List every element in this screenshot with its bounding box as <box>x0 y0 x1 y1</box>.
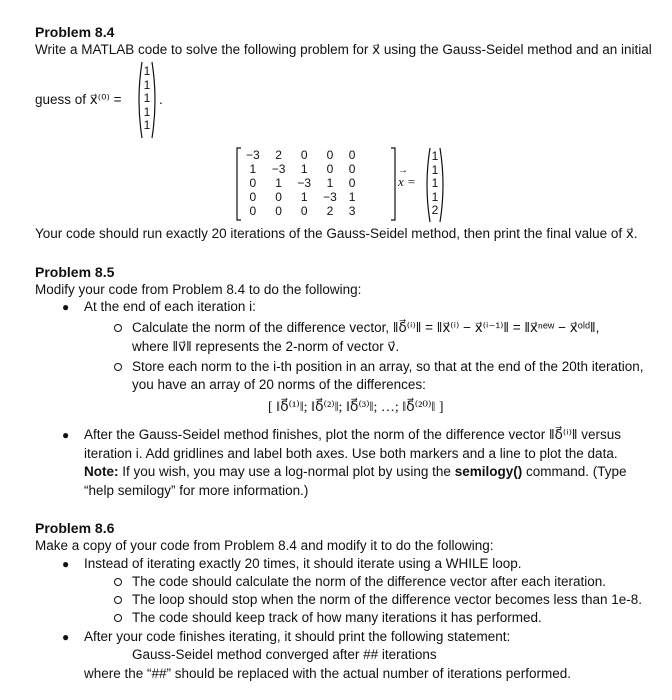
matrix-cell: 2 <box>275 148 282 162</box>
circle-bullet-icon <box>114 578 122 586</box>
problem-8-4-closing: Your code should run exactly 20 iterations of the Gauss-Seidel method, then print the final value of x⃗. <box>35 226 638 241</box>
p85-sub-1-line1: Calculate the norm of the difference vector, ‖δ⃗⁽ⁱ⁾‖ = ‖x⃗⁽ⁱ⁾ − x⃗⁽ⁱ⁻¹⁾‖ = ‖x⃗ⁿᵉʷ − x⃗ᵒˡᵈ‖, <box>132 320 600 335</box>
rhs-entry: 1 <box>431 149 439 163</box>
matrix-cell: 0 <box>300 204 308 218</box>
matrix-cell: 1 <box>326 176 334 190</box>
guess-entry: 1 <box>143 64 151 78</box>
bullet-icon: ● <box>62 630 70 644</box>
note-label: Note: <box>84 464 119 479</box>
rhs-entry: 2 <box>431 203 439 217</box>
norm-array-expression: [ ‖δ⃗⁽¹⁾‖; ‖δ⃗⁽²⁾‖; ‖δ⃗⁽³⁾‖; …; ‖δ⃗⁽²⁰⁾‖ ] <box>268 400 444 415</box>
note-text-a: If you wish, you may use a log-normal plot by using the <box>122 464 451 479</box>
guess-entry: 1 <box>143 118 151 132</box>
x-vector-symbol: → x = <box>398 174 416 190</box>
p85-bullet-1: At the end of each iteration i: <box>84 299 256 314</box>
problem-8-5-intro: Modify your code from Problem 8.4 to do the following: <box>35 282 362 297</box>
matrix-cell: 2 <box>326 204 334 218</box>
bullet-icon: ● <box>62 557 70 571</box>
circle-bullet-icon <box>114 596 122 604</box>
matrix-cell: 3 <box>348 204 356 218</box>
p85-note-line2: “help semilogy” for more information.) <box>84 483 309 498</box>
p85-bullet-2-line2: iteration i. Add gridlines and label both axes. Use both markers and a line to plot the data. <box>84 446 618 461</box>
p86-bullet-2: After your code finishes iterating, it should print the following statement: <box>84 629 511 644</box>
p86-sub-1: The code should calculate the norm of the difference vector after each iteration. <box>132 574 607 589</box>
matrix-cell: 1 <box>348 190 356 204</box>
matrix-cell: 0 <box>300 148 308 162</box>
matrix-cell: 0 <box>348 148 356 162</box>
matrix-cell: 0 <box>249 190 257 204</box>
problem-8-4-title: Problem 8.4 <box>35 24 115 40</box>
matrix-cell: −3 <box>271 162 286 176</box>
matrix-cell: 1 <box>300 190 308 204</box>
guess-vector <box>136 60 158 140</box>
matrix-cell: −3 <box>323 190 337 204</box>
guess-entry: 1 <box>143 91 151 105</box>
p86-bullet-1: Instead of iterating exactly 20 times, it should iterate using a WHILE loop. <box>84 556 522 571</box>
p85-note-line1 <box>84 464 627 479</box>
matrix-cell: 0 <box>348 176 356 190</box>
circle-bullet-icon <box>114 363 122 371</box>
matrix-cell: 0 <box>249 176 257 190</box>
guess-label: guess of x⃗⁽⁰⁾ = <box>35 92 122 107</box>
note-command: semilogy() <box>454 464 523 479</box>
note-text-b: command. (Type <box>525 464 627 479</box>
problem-8-4-text: Write a MATLAB code to solve the following problem for x⃗ using the Gauss-Seidel method and an initial <box>35 42 652 57</box>
matrix-cell: 1 <box>249 162 257 176</box>
rhs-entry: 1 <box>431 189 439 204</box>
circle-bullet-icon <box>114 324 122 332</box>
matrix-cell: 0 <box>249 204 257 218</box>
matrix-cell: 0 <box>275 204 282 218</box>
p85-sub-1-line2: where ‖v⃗‖ represents the 2-norm of vector v⃗. <box>132 339 400 354</box>
circle-bullet-icon <box>114 614 122 622</box>
matrix-cell: −3 <box>297 176 312 190</box>
p86-sub-3: The code should keep track of how many iterations it has performed. <box>132 610 542 625</box>
matrix-cell: 0 <box>326 148 334 162</box>
matrix-cell: 0 <box>275 190 282 204</box>
matrix-cell: 0 <box>348 162 356 176</box>
p85-bullet-2-line1: After the Gauss-Seidel method finishes, plot the norm of the difference vector ‖δ⃗⁽ⁱ⁾‖ versus <box>84 427 621 442</box>
coefficient-matrix <box>236 146 396 222</box>
problem-8-5-title: Problem 8.5 <box>35 264 115 280</box>
p85-sub-2-line1: Store each norm to the i-th position in an array, so that at the end of the 20th iteration, <box>132 359 644 374</box>
matrix-cell: −3 <box>246 148 260 162</box>
p86-statement: Gauss-Seidel method converged after ## iterations <box>132 647 437 662</box>
p86-where: where the “##” should be replaced with the actual number of iterations performed. <box>84 666 572 681</box>
bullet-icon: ● <box>62 428 70 442</box>
bullet-icon: ● <box>62 300 70 314</box>
problem-8-6-title: Problem 8.6 <box>35 520 115 536</box>
p86-sub-2: The loop should stop when the norm of the difference vector becomes less than 1e-8. <box>132 592 643 607</box>
matrix-cell: 1 <box>300 162 308 176</box>
guess-entry: 1 <box>143 77 151 92</box>
rhs-vector <box>424 146 446 224</box>
p85-sub-2-line2: you have an array of 20 norms of the differences: <box>132 377 426 392</box>
problem-8-6-intro: Make a copy of your code from Problem 8.4 and modify it to do the following: <box>35 538 494 553</box>
rhs-entry: 1 <box>431 162 439 177</box>
rhs-entry: 1 <box>431 176 439 190</box>
matrix-cell: 0 <box>326 162 334 176</box>
period: . <box>159 92 163 107</box>
matrix-cell: 1 <box>275 176 282 190</box>
guess-entry: 1 <box>143 104 151 119</box>
